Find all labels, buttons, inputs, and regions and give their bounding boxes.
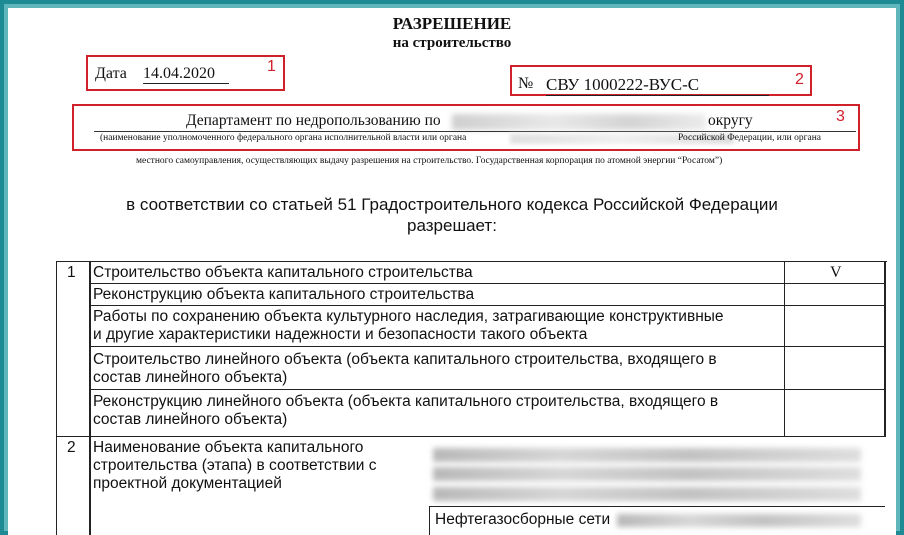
object-name-value: Нефтегазосборные сети — [435, 511, 611, 528]
permit-type-linear-l2: состав линейного объекта) — [93, 369, 288, 386]
date-value: 14.04.2020 — [143, 65, 229, 84]
annotation-marker-2: 2 — [795, 71, 804, 88]
permit-type-linear-reconstruction-l1: Реконструкцию линейного объекта (объекта капитального строительства, входящего в — [93, 393, 719, 410]
table-divider — [89, 283, 886, 284]
table-divider — [784, 262, 785, 436]
object-name-label-l1: Наименование объекта капитального — [93, 439, 364, 456]
row-number: 2 — [67, 439, 76, 456]
table-divider — [89, 389, 886, 390]
department-caption-line2: местного самоуправления, осуществляющих выдачу разрешения на строительство. Государственная корпорация по атомной энергии “Росатом”) — [136, 156, 723, 166]
permit-type-heritage-l1: Работы по сохранению объекта культурного наследия, затрагивающие конструктивные — [93, 308, 724, 325]
department-caption-right: Российской Федерации, или органа — [678, 133, 822, 143]
permit-table — [56, 261, 887, 535]
redacted-region — [433, 487, 861, 501]
row-number: 1 — [67, 264, 76, 281]
annotation-marker-1: 1 — [267, 58, 276, 75]
department-caption-left: (наименование уполномоченного федерального органа исполнительной власти или органа — [100, 133, 467, 143]
department-underline — [94, 131, 856, 132]
check-mark: V — [830, 264, 842, 281]
permit-type-reconstruction: Реконструкцию объекта капитального строительства — [93, 286, 475, 303]
permit-number: СВУ 1000222-ВУС-С — [546, 75, 769, 96]
date-label: Дата — [95, 65, 127, 82]
table-divider — [429, 506, 430, 535]
document-page — [8, 8, 896, 535]
object-name-label-l2: строительства (этапа) в соответствии с — [93, 457, 377, 474]
annotation-marker-3: 3 — [836, 108, 845, 125]
table-divider — [89, 305, 886, 306]
table-divider — [429, 506, 885, 507]
table-divider — [89, 346, 886, 347]
table-divider — [884, 262, 886, 436]
permit-type-linear-l1: Строительство линейного объекта (объекта капитального строительства, входящего в — [93, 351, 717, 368]
permits-label: разрешает: — [407, 216, 497, 235]
department-name: Департамент по недропользованию по — [186, 112, 441, 129]
department-name-end: округу — [708, 112, 753, 129]
redacted-region — [433, 448, 861, 462]
redacted-region — [617, 514, 861, 527]
table-divider — [57, 436, 886, 437]
legal-basis: в соответствии со статьей 51 Градостроительного кодекса Российской Федерации — [126, 195, 778, 214]
number-sign: № — [518, 75, 534, 92]
document-subtitle: на строительство — [392, 35, 512, 51]
table-divider — [89, 262, 91, 535]
redacted-region — [433, 467, 861, 481]
permit-type-heritage-l2: и другие характеристики надежности и безопасности такого объекта — [93, 326, 588, 343]
document-title: РАЗРЕШЕНИЕ — [392, 14, 512, 33]
redacted-region — [452, 114, 706, 130]
permit-type-new-construction: Строительство объекта капитального строительства — [93, 264, 473, 281]
permit-type-linear-reconstruction-l2: состав линейного объекта) — [93, 411, 288, 428]
object-name-label-l3: проектной документацией — [93, 475, 282, 492]
